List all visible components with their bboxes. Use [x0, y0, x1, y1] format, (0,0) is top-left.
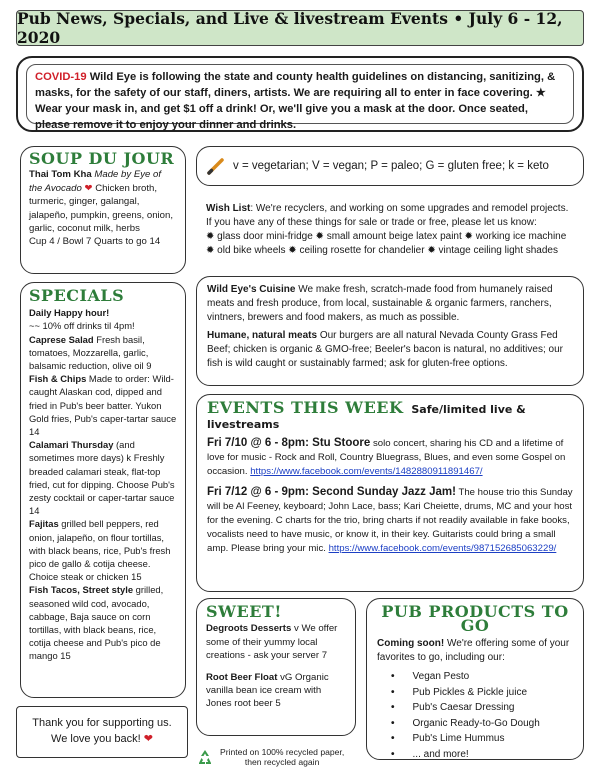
- soup-made-by: Made by Eye of the Avocado: [29, 169, 162, 194]
- sweet-item-2-name: Root Beer Float: [206, 671, 278, 683]
- recycle-note: [196, 742, 376, 772]
- cuisine-text: We make fresh, scratch-made food from humanely raised meats and fresh produce, from local, sustainable & organic farmers, ranchers, vintners, brewers and food makers, as much as possible.: [207, 284, 553, 323]
- sweet-item-2: [206, 671, 346, 711]
- soup-desc: Chicken broth, turmeric, ginger, galangal, jalapeño, pumpkin, greens, onion, garlic, coconut milk, herbs: [29, 182, 174, 235]
- page-title: Pub News, Specials, and Live & livestream Events • July 6 - 12, 2020: [17, 9, 563, 47]
- covid-notice-inner: [26, 64, 574, 131]
- cuisine-section: [196, 276, 584, 386]
- cuisine-para: [207, 283, 573, 325]
- events-subheading: Safe/limited live & livestreams: [207, 403, 526, 431]
- humane-para: [207, 329, 573, 371]
- sweet-item-1: [206, 622, 346, 662]
- covid-notice: [16, 56, 584, 132]
- event-1: [207, 436, 573, 479]
- special-fish-chips: [29, 372, 177, 438]
- special-calamari: [29, 438, 177, 517]
- covid-tag: COVID-19: [35, 71, 87, 83]
- calamari-desc: (and sometimes more days) k Freshly breaded calamari steak, flat-top fried, cut for dipping. Choose Pub's zesty cocktail or caper-tartar sauce 14: [29, 439, 175, 517]
- specials-heading: SPECIALS: [29, 286, 125, 305]
- happy-hour-text: ~~ 10% off drinks til 4pm!: [29, 320, 135, 332]
- soup-name: Thai Tom Kha: [29, 169, 92, 181]
- pencil-icon: [207, 157, 225, 175]
- products-intro: [377, 637, 573, 665]
- event-1-link[interactable]: https://www.facebook.com/events/1482880911891467/: [250, 466, 483, 477]
- event-2-head: Fri 7/12 @ 6 - 9pm: Second Sunday Jazz Jam!: [207, 486, 456, 498]
- sweet-section: [196, 598, 356, 736]
- title-banner: [16, 10, 584, 46]
- specials-section: [20, 282, 186, 698]
- recycle-text: [220, 747, 344, 767]
- events-section: [196, 394, 584, 592]
- events-heading: EVENTS THIS WEEK: [207, 398, 404, 417]
- list-item: • Pub's Lime Hummus: [391, 731, 573, 747]
- covid-text: Wild Eye is following the state and county health guidelines on distancing, sanitizing, & masks, for the safety of our staff, diners, artists. We are requiring all to enter in face covering. ★ Wear your mask in, and get $1 off a drink! Or, we'll give you a mask at the door. Once seated, please remove it to enjoy your dinner and drinks.: [35, 71, 556, 131]
- diet-legend: [196, 146, 584, 186]
- heart-icon: ❤: [84, 182, 93, 194]
- wishlist-items: ✹ glass door mini-fridge ✹ small amount beige latex paint ✹ working ice machine ✹ old bike wheels ✹ ceiling rosette for chandelier ✹ vintage ceiling light shades: [206, 231, 567, 256]
- fajitas-price: Choice steak or chicken 15: [29, 571, 142, 583]
- recycle-line2: then recycled again: [244, 757, 320, 767]
- products-intro-title: Coming soon!: [377, 638, 445, 649]
- thanks-note: [16, 706, 188, 758]
- list-item: • Pub's Caesar Dressing: [391, 700, 573, 716]
- list-item: • Vegan Pesto: [391, 669, 573, 685]
- event-2-text: The house trio this Sunday will be Al Feeney, keyboard; John Lace, bass; Kari Cheiette, drums, MC and your host for the evening. C charts for the trio, bring charts if not readily available in fake books, vocalists need to have music, or know it, in their key. Guitarists could bring a small amp. Please bring your mic.: [207, 487, 573, 554]
- heart-icon: ❤: [143, 733, 153, 745]
- fajitas-desc: grilled bell peppers, red onion, jalapeño, on flour tortillas, with black beans, rice, Pub's fresh pico de gallo & cotija cheese.: [29, 518, 171, 570]
- event-2-link[interactable]: https://www.facebook.com/events/987152685063229/: [328, 543, 557, 554]
- caprese-name: Caprese Salad: [29, 333, 94, 345]
- sweet-heading: SWEET!: [206, 602, 282, 621]
- products-intro-text: We're offering some of your favorites to go, including our:: [377, 638, 570, 663]
- special-fajitas: [29, 517, 177, 570]
- list-item: • Pub Pickles & Pickle juice: [391, 685, 573, 701]
- tacos-name: Fish Tacos, Street style: [29, 584, 134, 596]
- soup-section: [20, 146, 186, 274]
- recycle-line1: Printed on 100% recycled paper,: [220, 747, 345, 757]
- cuisine-title: Wild Eye's Cuisine: [207, 284, 296, 295]
- wishlist-title: Wish List: [206, 203, 251, 214]
- event-2: [207, 485, 573, 556]
- special-caprese: [29, 333, 177, 373]
- recycle-icon: [196, 748, 214, 766]
- caprese-desc: Fresh basil, tomatoes, Mozzarella, garlic, balsamic reduction, olive oil 9: [29, 333, 152, 372]
- thanks-line1: Thank you for supporting us.: [32, 717, 172, 729]
- tacos-desc: grilled, seasoned wild cod, avocado, cabbage, Baja sauce on corn tortillas, with black beans, rice, cotija cheese and Pub's pico de mango 15: [29, 584, 164, 662]
- list-item: • Organic Ready-to-Go Dough: [391, 716, 573, 732]
- thanks-line2: We love you back!: [51, 733, 144, 745]
- fish-desc: Made to order: Wild-caught Alaskan cod, dipped and fried in Pub's beer batter. Yukon Gold fries, Pub's caper-tartar sauce 14: [29, 373, 177, 438]
- wishlist-text: : We're recyclers, and working on some upgrades and remodel projects. If you have any of these things for sale or trade or free, please let us know:: [206, 203, 569, 228]
- products-heading: PUB PRODUCTS TO GO: [381, 602, 569, 635]
- sweet-item-2-desc: vG Organic vanilla bean ice cream with Jones root beer 5: [206, 671, 329, 710]
- fish-name: Fish & Chips: [29, 373, 87, 385]
- happy-hour-title: Daily Happy hour!: [29, 307, 110, 319]
- legend-text: v = vegetarian; V = vegan; P = paleo; G = gluten free; k = keto: [233, 160, 549, 172]
- humane-title: Humane, natural meats: [207, 330, 318, 341]
- products-list: [391, 669, 573, 762]
- event-1-text: solo concert, sharing his CD and a lifetime of love for music - Rock and Roll, Country Bluegrass, Blues, and even some Gospel on occasion.: [207, 438, 566, 477]
- fajitas-name: Fajitas: [29, 518, 59, 530]
- sweet-item-1-name: Degroots Desserts: [206, 623, 292, 635]
- events-header: [207, 398, 573, 433]
- special-fish-tacos: [29, 583, 177, 662]
- thanks-line2-wrap: [17, 731, 187, 747]
- calamari-name: Calamari Thursday: [29, 439, 114, 451]
- soup-body: [29, 168, 177, 235]
- humane-text: Our burgers are all natural Nevada County Grass Fed Beef; chicken is organic & GMO-free; Beeler's bacon is natural, no additives; our fish is wild caught or sustainably farmed; ask for gluten-free options.: [207, 330, 563, 369]
- event-1-head: Fri 7/10 @ 6 - 8pm: Stu Stoore: [207, 437, 371, 449]
- wishlist-section: [196, 196, 584, 268]
- soup-heading: SOUP DU JOUR: [29, 149, 175, 168]
- sweet-item-1-desc: v We offer some of their yummy local creations - ask your server 7: [206, 623, 338, 662]
- products-section: [366, 598, 584, 760]
- soup-price: Cup 4 / Bowl 7 Quarts to go 14: [29, 236, 161, 248]
- list-item: • ... and more!: [391, 747, 573, 763]
